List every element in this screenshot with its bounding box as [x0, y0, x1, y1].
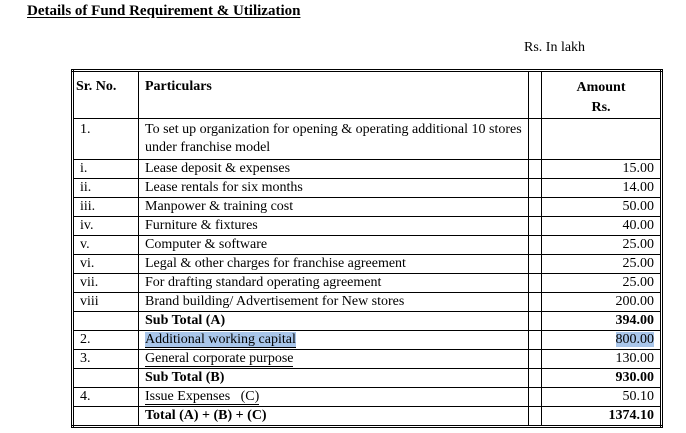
table-row	[73, 255, 662, 274]
row-sr: i.	[73, 160, 139, 179]
row-spacer	[529, 274, 542, 293]
row-sr: 2.	[73, 331, 139, 350]
row-sr	[73, 312, 139, 331]
header-spacer	[529, 71, 542, 119]
unit-note: Rs. In lakh	[524, 40, 586, 55]
row-amount: 14.00	[542, 179, 662, 198]
row-spacer	[529, 119, 542, 160]
row-particulars	[139, 388, 529, 407]
row-amount: 50.10	[542, 388, 662, 407]
underlined-particulars: General corporate purpose	[145, 351, 294, 366]
underlined-particulars: Issue Expenses (C)	[145, 389, 260, 404]
row-sr: 3.	[73, 350, 139, 369]
row-amount: 40.00	[542, 217, 662, 236]
table-row	[73, 388, 662, 407]
header-particulars: Particulars	[139, 71, 529, 119]
row-particulars: Sub Total (B)	[139, 369, 529, 388]
table-row	[73, 198, 662, 217]
subtotal-row	[73, 312, 662, 331]
row-sr	[73, 369, 139, 388]
row-sr: vi.	[73, 255, 139, 274]
row-spacer	[529, 331, 542, 350]
row-amount: 25.00	[542, 236, 662, 255]
row-spacer	[529, 312, 542, 331]
row-amount: 25.00	[542, 274, 662, 293]
row-spacer	[529, 236, 542, 255]
total-row	[73, 407, 662, 427]
row-particulars: For drafting standard operating agreement	[139, 274, 529, 293]
row-amount	[542, 331, 662, 350]
table-row	[73, 236, 662, 255]
row-amount: 15.00	[542, 160, 662, 179]
row-amount: 394.00	[542, 312, 662, 331]
row-particulars: Furniture & fixtures	[139, 217, 529, 236]
row-particulars	[139, 350, 529, 369]
row-amount: 200.00	[542, 293, 662, 312]
row-amount: 130.00	[542, 350, 662, 369]
row-sr	[73, 407, 139, 427]
row-particulars: Brand building/ Advertisement for New stores	[139, 293, 529, 312]
row-sr: viii	[73, 293, 139, 312]
table-row	[73, 331, 662, 350]
row-sr: iv.	[73, 217, 139, 236]
table-row	[73, 274, 662, 293]
row-particulars: Total (A) + (B) + (C)	[139, 407, 529, 427]
row-particulars: Lease deposit & expenses	[139, 160, 529, 179]
table-header-row	[73, 71, 662, 119]
table-row	[73, 179, 662, 198]
table-row	[73, 217, 662, 236]
row-particulars: Sub Total (A)	[139, 312, 529, 331]
header-amount-label: Amount	[576, 80, 626, 95]
row-sr: vii.	[73, 274, 139, 293]
highlighted-amount: 800.00	[615, 332, 654, 347]
row-spacer	[529, 388, 542, 407]
row-spacer	[529, 293, 542, 312]
row-spacer	[529, 179, 542, 198]
highlighted-particulars: Additional working capital	[145, 332, 296, 347]
row-sr: 4.	[73, 388, 139, 407]
row-particulars	[139, 331, 529, 350]
table-row	[73, 350, 662, 369]
row-amount: 50.00	[542, 198, 662, 217]
row-sr: ii.	[73, 179, 139, 198]
table-row	[73, 119, 662, 160]
row-amount: 930.00	[542, 369, 662, 388]
row-spacer	[529, 198, 542, 217]
page-heading: Details of Fund Requirement & Utilization	[27, 3, 301, 19]
header-amount-unit: Rs.	[591, 100, 611, 115]
row-spacer	[529, 369, 542, 388]
table-row	[73, 160, 662, 179]
row-sr: 1.	[73, 119, 139, 160]
row-sr: iii.	[73, 198, 139, 217]
subtotal-row	[73, 369, 662, 388]
row-sr: v.	[73, 236, 139, 255]
row-spacer	[529, 407, 542, 427]
row-spacer	[529, 255, 542, 274]
row-spacer	[529, 160, 542, 179]
row-spacer	[529, 217, 542, 236]
row-amount: 25.00	[542, 255, 662, 274]
row-particulars: Computer & software	[139, 236, 529, 255]
fund-table	[71, 69, 663, 428]
row-amount	[542, 119, 662, 160]
header-amount	[542, 71, 662, 119]
row-particulars: Legal & other charges for franchise agreement	[139, 255, 529, 274]
row-particulars: Lease rentals for six months	[139, 179, 529, 198]
row-particulars: Manpower & training cost	[139, 198, 529, 217]
row-particulars: To set up organization for opening & operating additional 10 stores under franchise model	[139, 119, 529, 160]
row-amount: 1374.10	[542, 407, 662, 427]
table-row	[73, 293, 662, 312]
row-spacer	[529, 350, 542, 369]
header-sr-no: Sr. No.	[73, 71, 139, 119]
